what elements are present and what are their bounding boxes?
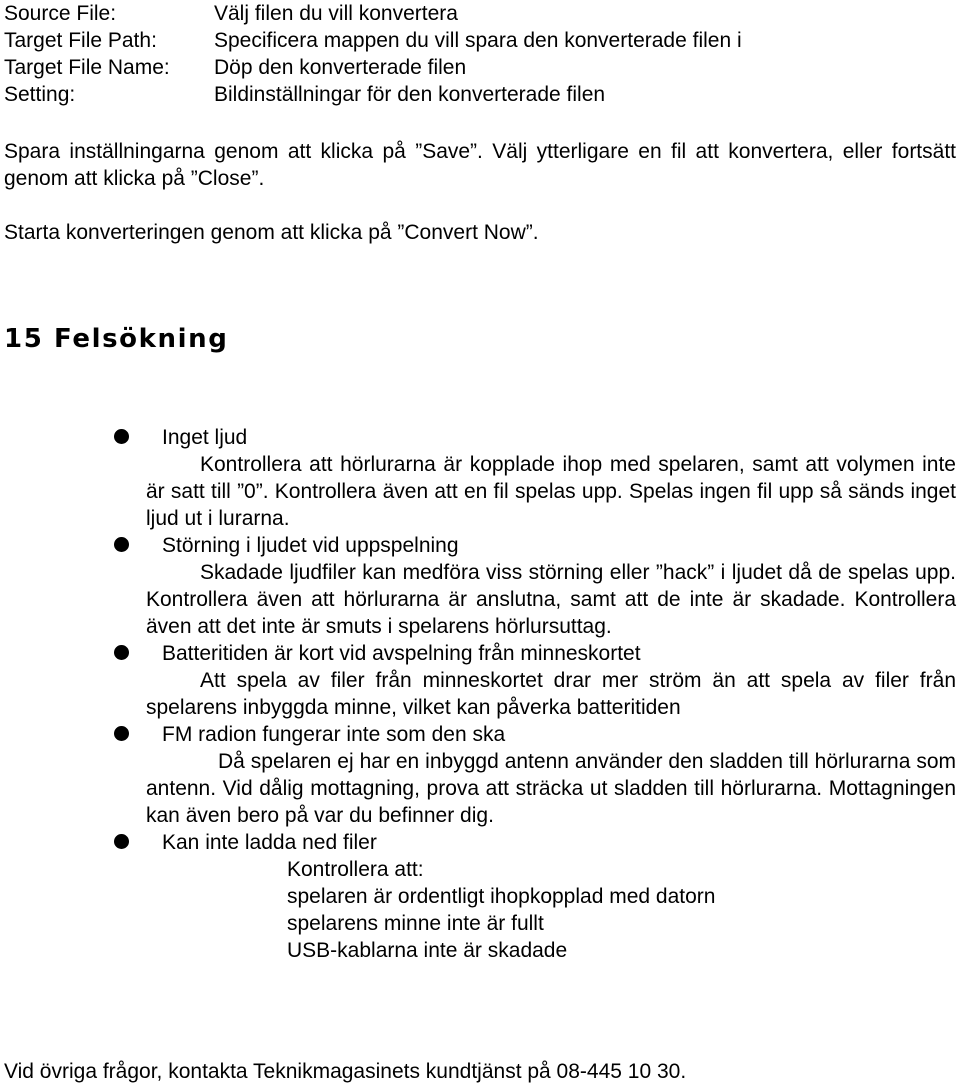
definition-term: Target File Name: <box>4 56 170 79</box>
troubleshooting-item-download <box>0 829 960 964</box>
troubleshooting-item-no-sound <box>0 424 960 532</box>
definition-description: Specificera mappen du vill spara den konverterade filen i <box>214 29 742 52</box>
bullet-icon <box>114 726 129 741</box>
definition-row-target-file-name <box>4 54 944 81</box>
troubleshooting-question: Inget ljud <box>162 426 248 449</box>
definition-row-source-file <box>4 0 944 27</box>
definition-description: Bildinställningar för den konverterade filen <box>214 83 606 106</box>
footer-contact: Vid övriga frågor, kontakta Teknikmagasinets kundtjänst på 08-445 10 30. <box>4 1060 687 1083</box>
troubleshooting-question: Kan inte ladda ned filer <box>162 831 377 854</box>
troubleshooting-answer: Skadade ljudfiler kan medföra viss störning eller ”hack” i ljudet då de spelas upp. Kontrollera även att hörlurarna är anslutna, samt att de inte är skadade. Kontrollera även att det inte är smuts i spelarens hörlursuttag. <box>146 561 956 638</box>
check-list <box>287 856 960 964</box>
troubleshooting-item-fm-radio <box>0 721 960 829</box>
troubleshooting-list <box>0 424 960 964</box>
bullet-icon <box>114 537 129 552</box>
check-item: spelarens minne inte är fullt <box>287 912 544 935</box>
definition-term: Source File: <box>4 2 117 25</box>
check-item: spelaren är ordentligt ihopkopplad med datorn <box>287 885 716 908</box>
definition-description: Döp den konverterade filen <box>214 56 467 79</box>
troubleshooting-answer: Då spelaren ej har en inbyggd antenn använder den sladden till hörlurarna som antenn. Vid dålig mottagning, prova att sträcka ut sladden till hörlurarna. Mottagningen kan även bero på var du befinner dig. <box>146 750 956 827</box>
bullet-icon <box>114 429 129 444</box>
convert-now-paragraph: Starta konverteringen genom att klicka på ”Convert Now”. <box>4 221 539 244</box>
section-heading: 15 Felsökning <box>4 324 229 354</box>
troubleshooting-question: Störning i ljudet vid uppspelning <box>162 534 459 557</box>
definition-term: Setting: <box>4 83 76 106</box>
check-intro: Kontrollera att: <box>287 858 424 881</box>
definition-term: Target File Path: <box>4 29 157 52</box>
troubleshooting-item-battery <box>0 640 960 721</box>
bullet-icon <box>114 834 129 849</box>
troubleshooting-item-playback-noise <box>0 532 960 640</box>
settings-definitions <box>4 0 944 108</box>
troubleshooting-answer: Kontrollera att hörlurarna är kopplade ihop med spelaren, samt att volymen inte är satt till ”0”. Kontrollera även att en fil spelas upp. Spelas ingen fil upp så sänds inget ljud ut i lurarna. <box>146 453 956 530</box>
check-item: USB-kablarna inte är skadade <box>287 939 568 962</box>
troubleshooting-question: FM radion fungerar inte som den ska <box>162 723 506 746</box>
save-close-paragraph: Spara inställningarna genom att klicka på ”Save”. Välj ytterligare en fil att konvertera, eller fortsätt genom att klicka på ”Close”. <box>4 140 956 190</box>
definition-row-target-file-path <box>4 27 944 54</box>
troubleshooting-question: Batteritiden är kort vid avspelning från minneskortet <box>162 642 641 665</box>
troubleshooting-answer: Att spela av filer från minneskortet drar mer ström än att spela av filer från spelarens inbyggda minne, vilket kan påverka batteritiden <box>146 669 956 719</box>
bullet-icon <box>114 645 129 660</box>
definition-description: Välj filen du vill konvertera <box>214 2 458 25</box>
definition-row-setting <box>4 81 944 108</box>
